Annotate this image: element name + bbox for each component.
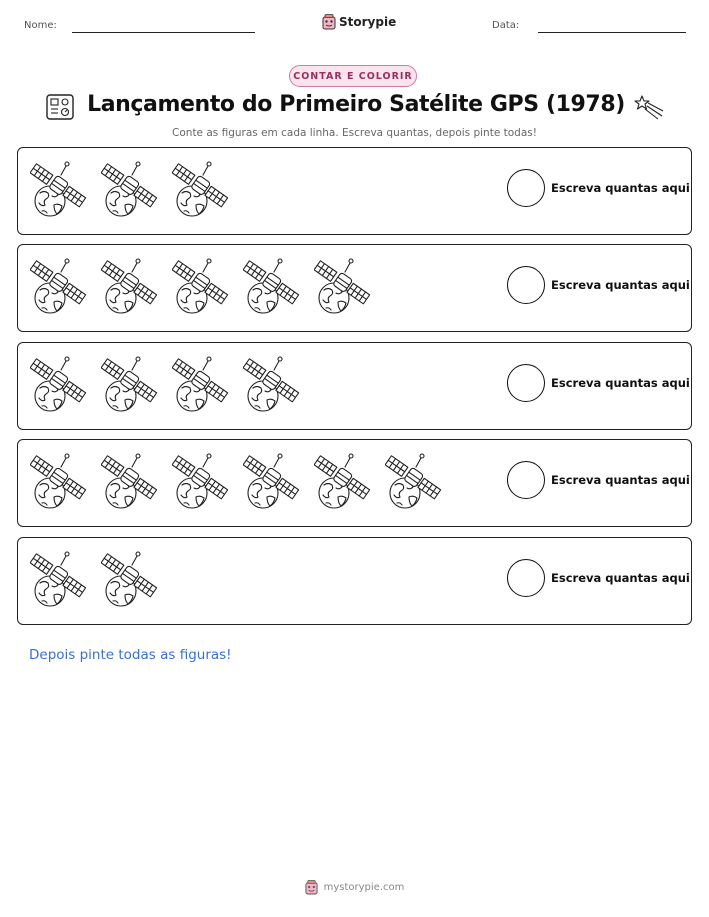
answer-circle[interactable] bbox=[507, 169, 545, 207]
date-line[interactable] bbox=[538, 32, 686, 33]
answer-label: Escreva quantas aqui bbox=[551, 278, 690, 292]
name-line[interactable] bbox=[72, 32, 255, 33]
satellite-earth-icon bbox=[172, 354, 229, 418]
satellite-earth-icon bbox=[101, 159, 158, 223]
satellite-earth-icon bbox=[101, 256, 158, 320]
satellite-earth-icon bbox=[30, 256, 87, 320]
satellite-earth-icon bbox=[243, 451, 300, 515]
satellite-earth-icon bbox=[243, 256, 300, 320]
satellite-earth-icon bbox=[172, 451, 229, 515]
answer-circle[interactable] bbox=[507, 461, 545, 499]
satellite-earth-icon bbox=[314, 256, 371, 320]
answer-circle[interactable] bbox=[507, 364, 545, 402]
count-row-5 bbox=[17, 537, 692, 625]
name-label: Nome: bbox=[24, 20, 57, 31]
satellite-earth-icon bbox=[30, 354, 87, 418]
storypie-logo-icon bbox=[322, 14, 336, 30]
coloring-note: Depois pinte todas as figuras! bbox=[29, 647, 232, 663]
count-row-2 bbox=[17, 244, 692, 332]
figure-group bbox=[30, 354, 300, 418]
answer-circle[interactable] bbox=[507, 559, 545, 597]
site-footer bbox=[0, 880, 709, 895]
satellite-earth-icon bbox=[30, 549, 87, 613]
count-row-3 bbox=[17, 342, 692, 430]
brand-logo bbox=[322, 14, 396, 30]
storypie-logo-icon bbox=[305, 880, 318, 895]
brand-name: Storypie bbox=[339, 15, 397, 29]
answer-label: Escreva quantas aqui bbox=[551, 376, 690, 390]
figure-group bbox=[30, 549, 158, 613]
answer-label: Escreva quantas aqui bbox=[551, 571, 690, 585]
satellite-earth-icon bbox=[243, 354, 300, 418]
answer-circle[interactable] bbox=[507, 266, 545, 304]
instructions: Conte as figuras em cada linha. Escreva quantas, depois pinte todas! bbox=[172, 127, 537, 139]
satellite-earth-icon bbox=[101, 451, 158, 515]
satellite-earth-icon bbox=[30, 451, 87, 515]
satellite-earth-icon bbox=[172, 159, 229, 223]
count-row-4 bbox=[17, 439, 692, 527]
satellite-earth-icon bbox=[30, 159, 87, 223]
figure-group bbox=[30, 256, 371, 320]
figure-group bbox=[30, 159, 229, 223]
answer-label: Escreva quantas aqui bbox=[551, 181, 690, 195]
count-row-1 bbox=[17, 147, 692, 235]
satellite-earth-icon bbox=[101, 354, 158, 418]
answer-label: Escreva quantas aqui bbox=[551, 473, 690, 487]
satellite-earth-icon bbox=[314, 451, 371, 515]
site-url[interactable]: mystorypie.com bbox=[323, 882, 405, 893]
page-title: Lançamento do Primeiro Satélite GPS (1978) bbox=[87, 92, 625, 117]
date-label: Data: bbox=[492, 20, 520, 31]
shooting-star-icon bbox=[634, 94, 664, 120]
satellite-earth-icon bbox=[385, 451, 442, 515]
activity-badge: CONTAR E COLORIR bbox=[289, 65, 417, 87]
control-panel-icon bbox=[46, 94, 74, 120]
satellite-earth-icon bbox=[172, 256, 229, 320]
figure-group bbox=[30, 451, 442, 515]
satellite-earth-icon bbox=[101, 549, 158, 613]
